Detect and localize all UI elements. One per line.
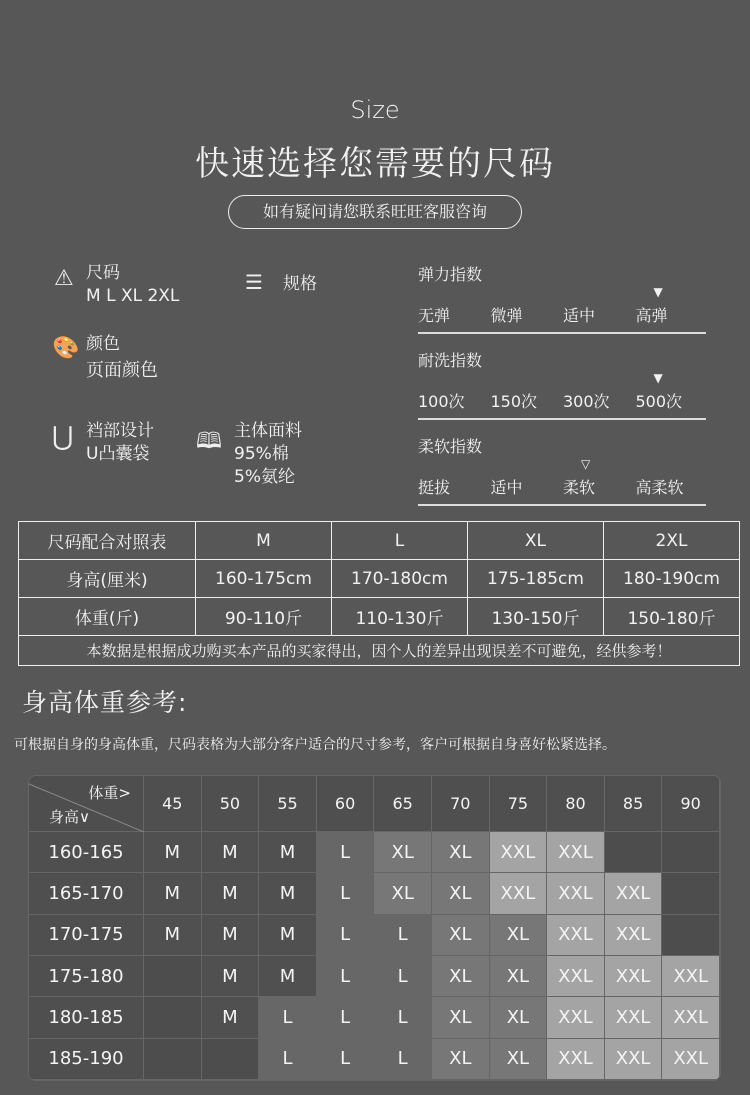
size-cell: XL [432,956,490,997]
size-cell: XXL [547,1039,605,1080]
indices-panel [418,262,708,520]
size-cell: M [202,873,260,914]
size-cell: M [259,832,317,873]
height-header: 160-165 [29,832,144,873]
table-cell: 身高(厘米) [19,560,196,598]
size-cell: L [317,1039,375,1080]
height-header: 185-190 [29,1039,144,1080]
size-cell: L [317,873,375,914]
size-cell: XL [490,956,548,997]
table-cell: 90-110斤 [196,598,332,636]
index-title: 耐洗指数 [418,351,483,370]
size-cell: L [374,956,432,997]
table-cell: 150-180斤 [603,598,739,636]
size-cell: XXL [662,956,720,997]
table-row [19,560,740,598]
size-cell: XXL [662,997,720,1038]
size-cell: XXL [490,832,548,873]
height-weight-grid [28,775,721,1081]
cuff-label: 裆部设计 [86,421,154,441]
table-cell: 体重(斤) [19,598,196,636]
size-feature [86,262,179,308]
index-option: 300次 [563,392,610,411]
table-header: 尺码配合对照表 [19,522,196,560]
weight-axis-label: 体重> [88,784,131,802]
table-header: XL [467,522,603,560]
size-cell: XXL [605,997,663,1038]
size-cell: XL [490,915,548,956]
index-block [418,434,708,506]
size-cell: XL [432,832,490,873]
size-cell: M [144,915,202,956]
size-cell [144,1039,202,1080]
cuff-value: U凸囊袋 [86,444,150,464]
spacer [636,457,709,471]
index-option: 100次 [418,392,465,411]
color-value: 页面颜色 [86,360,158,381]
color-feature [86,333,158,382]
color-label: 颜色 [86,334,120,354]
index-option: 微弹 [490,306,523,325]
index-divider [418,418,706,420]
spacer [491,285,564,299]
size-cell: XL [432,1039,490,1080]
size-cell: XL [490,1039,548,1080]
size-cell: L [259,997,317,1038]
size-cell: XXL [605,1039,663,1080]
size-cell [662,832,720,873]
size-cell: M [144,832,202,873]
table-cell: 130-150斤 [467,598,603,636]
size-label: 尺码 [86,263,120,283]
size-chart-table [18,521,740,666]
index-option: 挺拔 [418,478,451,497]
fabric-feature [234,420,302,489]
index-title: 弹力指数 [418,265,483,284]
spacer [418,285,491,299]
size-heading: Size [350,96,400,124]
size-cell: L [317,956,375,997]
weight-header: 75 [490,776,548,832]
fabric-value: 5%氨纶 [234,467,295,487]
table-row [19,598,740,636]
index-option: 无弹 [418,306,451,325]
size-cell: XXL [490,873,548,914]
size-cell: M [202,915,260,956]
cuff-feature [86,420,154,466]
list-icon: ☰ [245,270,263,294]
grid-corner [29,776,144,832]
weight-header: 55 [259,776,317,832]
size-cell: XXL [605,873,663,914]
contact-badge: 如有疑问请您联系旺旺客服咨询 [228,195,522,229]
spacer [563,371,636,385]
index-option: 高弹 [635,306,668,325]
index-option: 柔软 [563,478,596,497]
selected-marker-icon: ▽ [581,457,591,471]
table-header: 2XL [603,522,739,560]
size-cell: XL [432,873,490,914]
size-cell: L [374,915,432,956]
palette-icon: 🎨 [52,336,80,361]
spacer [418,457,491,471]
size-cell [662,915,720,956]
size-cell: L [259,1039,317,1080]
spacer [563,285,636,299]
index-block [418,348,708,420]
table-cell: 110-130斤 [331,598,467,636]
table-cell: 170-180cm [331,560,467,598]
size-cell: XL [432,915,490,956]
size-cell: XXL [547,956,605,997]
height-header: 170-175 [29,915,144,956]
height-header: 180-185 [29,997,144,1038]
size-cell [144,997,202,1038]
size-cell: M [144,873,202,914]
size-cell: M [259,873,317,914]
spacer [491,457,564,471]
index-option: 高柔软 [635,478,684,497]
size-cell: XXL [547,997,605,1038]
fabric-value: 95%棉 [234,444,289,464]
u-pouch-icon: ⋃ [52,422,74,452]
size-cell [202,1039,260,1080]
selected-marker-icon: ▼ [653,285,663,299]
weight-header: 45 [144,776,202,832]
size-cell: L [317,915,375,956]
table-header-row [19,522,740,560]
selected-marker-icon: ▼ [653,371,663,385]
weight-header: 70 [432,776,490,832]
size-cell: XXL [547,915,605,956]
size-cell: L [374,1039,432,1080]
index-option: 适中 [490,478,523,497]
weight-header: 80 [547,776,605,832]
map-fabric-icon: 🕮 [196,429,222,454]
page-title: 快速选择您需要的尺码 [195,144,555,184]
index-option: 150次 [490,392,538,411]
table-note: 本数据是根据成功购买本产品的买家得出，因个人的差异出现误差不可避免，经供参考！ [19,636,740,666]
size-cell [662,873,720,914]
spec-label: 规格 [283,274,317,294]
index-block [418,262,708,334]
table-cell: 180-190cm [603,560,739,598]
height-header: 175-180 [29,956,144,997]
size-cell: XL [432,997,490,1038]
weight-header: 65 [374,776,432,832]
size-cell: XXL [662,1039,720,1080]
size-cell: L [317,832,375,873]
height-header: 165-170 [29,873,144,914]
size-cell: XXL [605,956,663,997]
weight-header: 50 [202,776,260,832]
size-cell: XL [374,873,432,914]
size-cell: XXL [547,832,605,873]
index-divider [418,504,706,506]
size-cell: M [202,956,260,997]
table-header: L [331,522,467,560]
ruler-triangle-icon: ⚠ [54,266,74,291]
weight-header: 60 [317,776,375,832]
height-axis-label: 身高∨ [49,808,90,826]
index-option: 500次 [635,392,683,411]
table-cell: 175-185cm [467,560,603,598]
size-cell: XL [490,997,548,1038]
size-cell: M [202,832,260,873]
size-cell: XXL [605,915,663,956]
size-cell [605,832,663,873]
reference-description: 可根据自身的身高体重，尺码表格为大部分客户适合的尺寸参考，客户可根据自身喜好松紧选择。 [14,737,616,753]
index-title: 柔软指数 [418,437,483,456]
size-cell: M [202,997,260,1038]
weight-header: 90 [662,776,720,832]
spacer [491,371,564,385]
size-value: M L XL 2XL [86,286,180,306]
size-cell: L [317,997,375,1038]
spacer [418,371,491,385]
size-cell: XXL [547,873,605,914]
size-cell: M [259,956,317,997]
size-cell [144,956,202,997]
index-option: 适中 [563,306,596,325]
index-divider [418,332,706,334]
table-header: M [196,522,332,560]
reference-title: 身高体重参考: [22,688,188,717]
fabric-label: 主体面料 [234,421,302,441]
size-cell: M [259,915,317,956]
size-cell: XL [374,832,432,873]
weight-header: 85 [605,776,663,832]
table-cell: 160-175cm [196,560,332,598]
size-cell: L [374,997,432,1038]
